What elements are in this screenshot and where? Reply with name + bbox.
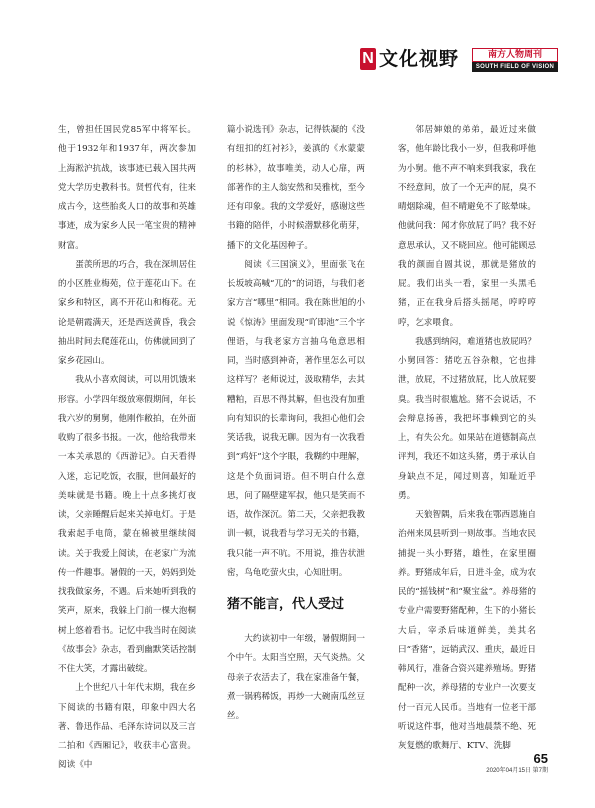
- paragraph: 篇小说选刊》杂志，记得铁凝的《没有纽扣的红衬衫》，姜滇的《水蒙蒙的杉林》，故事唯美，动人心扉，两部著作的主人翁安然和吴雅枕，至今还有印象。我的文学爱好，感谢这些书籍的陪伴，小时候潜默移化萌芽，播下的文化基因种子。: [227, 125, 365, 251]
- section-header: [360, 47, 560, 83]
- paragraph: 天狼智隅，后来我在鄂西恩施自治州来凤县听到一则故事。当地农民捕捉一头小野猪，雄性，在家里圈养。野猪成年后，日进斗金，成为农民的“摇钱树”和“聚宝盆”。养母猪的专业户需要野猪配种，生下的小猪长大后，宰杀后味道鲜美，美其名曰“香猪”，远销武汉、重庆，最近日韩风行，准备合资兴建养殖场。野猪配种一次，养母猪的专业户一次要支付一百元人民币。当地有一位老干部听说这件事，他对当地晨禁不绝、死灰复燃的歌舞厅、KTV、洗脚: [398, 510, 536, 751]
- paragraph: 我从小喜欢阅读，可以用饥饿来形容。小学四年级放寒假期间，年长我六岁的舅舅，他刚作敝拍，在外面收购了很多书报。一次，他给我带来一本关承恩的《西游记》。白天看得入迷，忘记吃饭，衣服，世间最好的美味就是书籍。晚上十点多挑灯夜读，父亲睡醒后起来关掉电灯。于是我索起手电筒，蒙在棉被里继续阅读。关于我爱上阅读，在老家广为流传一件趣事。暑假的一天，妈妈到处找我做家务，不遇。后来她听到我的笑声，原来，我躲上门前一棵大泡桐树上悠着看书。记忆中我当时在阅读《故事会》杂志，看到幽默笑话控制不住大笑，才露出破绽。: [58, 375, 196, 674]
- paragraph: 蛋羡所思的巧合，我在深圳居住的小区胜业梅苑，位于莲花山下。在家乡和特区，离不开花山和梅花。无论是朝霞满天，还是西送黄昏，我会抽出时间去爬莲花山，仿佛就回到了家乡花园山。: [58, 259, 196, 366]
- section-subheading: 猪不能言，代人受过: [227, 597, 345, 612]
- article-column-2-continued: [227, 630, 365, 726]
- paragraph: 大约读初中一年级，暑假期间一个中午。太阳当空照，天气炎热。父母亲子农活去了，我在家准备午餐，煮一锅鸦稀饭，再炒一大碗南瓜丝豆丝。: [227, 634, 365, 721]
- article-column-2: [227, 121, 365, 583]
- paragraph: 我感到纳闷，难道猪也放屁吗？小舅回答：猪吃五谷杂粮，它也排泄，放屁，不过猪放屁，比人放屁要臭。我当时很尴尬。猪不会说话，不会辩息扬善，我把坏事赖到它的头上，有失公允。如果站在道德制高点评判，我还不如这头猪，勇于承认自身缺点不足，闻过则喜，知耻近乎勇。: [398, 336, 536, 501]
- n-logo-icon: N: [360, 48, 376, 70]
- paragraph: 生，曾担任国民党85军中将军长。他于1932年和1937年，两次参加上海淞沪抗战，该事迹已载入国共两党大学历史教科书。贤哲代有，往来成古今，这些胎炙人口的故事和英雄事迹，成为家乡人民一笔宝贵的精神财富。: [58, 125, 196, 251]
- section-title: 文化视野: [379, 48, 460, 70]
- paragraph: 阅读《三国演义》，里面张飞在长坂坡高喊“兀的”的词语，与我们老家方言“哪里”相同。我在陈世旭的小说《惊涛》里面发现“吖即池”三个字俚语，与我老家方言抽乌龟意思相同，当时感到神奇，著作里怎么可以这样写？老师说过，汲取精华，去其糟粕，百思不得其解，但也没有加重向有知识的长辈询问，我担心他们会笑话我，说我无聊。因为有一次我看到“鸡奸”这个字眼，我糊约中理解，这是个负面词语。但不明白什么意思，问了隔壁建军叔，他只是笑而不语，故作深沉。第二天，父亲把我教训一顿，说我看与学习无关的书籍，我只能一声不吭。不用说，推告状泄密，鸟龟吃萤火虫，心知肚明。: [227, 259, 365, 578]
- magazine-brand-subtitle: SOUTH FIELD OF VISION: [472, 62, 558, 72]
- issue-info: 2020年04月15日 第7期: [486, 768, 548, 774]
- article-column-3: [398, 121, 536, 756]
- magazine-brand: 南方人物周刊: [472, 48, 558, 62]
- page-number: 65: [533, 751, 548, 766]
- paragraph: 上个世纪八十年代末期，我在乡下阅读的书籍有限，印象中四大名著、鲁迅作品、毛泽东诗词以及三言二拍和《西厢记》，收获丰心富贵。阅读《中: [58, 683, 196, 771]
- article-column-1: [58, 121, 196, 776]
- paragraph: 邻居婶娘的弟弟，最近过来做客，他年龄比我小一岁，但我称呼他为小舅。他不声不响来到我家，我在不经意间，放了一个无声的屁，臭不晴烟除魂，但不晴避免不了眩晕味。他就问我：闻才你放屁了吗？我不好意思承认，又不晓回应。他可能顾忌我的颜面自圆其说，那就是猪放的屁。我们出头一看，家里一头黑毛猪，正在我身后搭头摇尾，哼哼哼哼，乞求喂食。: [398, 125, 536, 328]
